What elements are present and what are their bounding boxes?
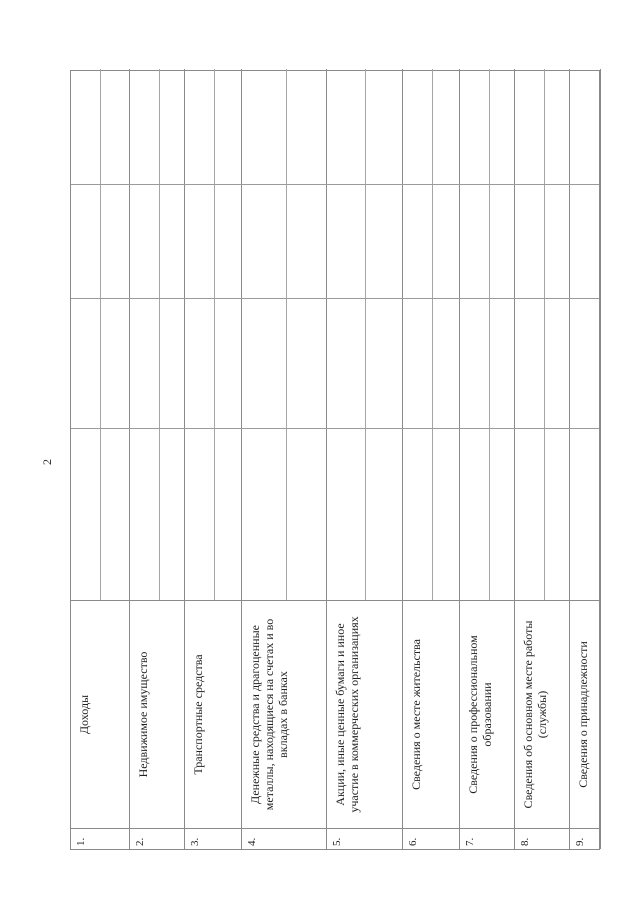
column-divider <box>71 428 599 429</box>
row-number: 9. <box>570 828 600 849</box>
row-label: Сведения о профессиональном образовании <box>460 600 514 828</box>
row-label: Транспортные средства <box>185 600 241 828</box>
table-row <box>130 69 185 849</box>
row-subdivider <box>214 69 215 600</box>
table-row <box>403 69 460 849</box>
table-row <box>460 69 515 849</box>
row-label: Денежные средства и драгоценные металлы, находящиеся на счетах и во вкладах в банках <box>242 600 326 828</box>
table-row <box>570 69 601 849</box>
row-number: 3. <box>185 828 241 849</box>
row-subdivider <box>544 69 545 600</box>
row-number: 8. <box>515 828 569 849</box>
row-number: 7. <box>460 828 514 849</box>
table-row <box>242 69 327 849</box>
declaration-table-body <box>70 70 600 850</box>
row-number: 1. <box>71 828 129 849</box>
column-divider <box>71 184 599 185</box>
row-label: Недвижимое имущество <box>130 600 184 828</box>
row-label: Акции, иные ценные бумаги и иное участие в коммерческих организациях <box>327 600 402 828</box>
declaration-table <box>70 70 600 850</box>
row-subdivider <box>100 69 101 600</box>
row-label: Сведения о принадлежности <box>570 600 600 828</box>
row-subdivider <box>489 69 490 600</box>
table-row <box>185 69 242 849</box>
page-number: 2 <box>40 459 54 465</box>
column-divider <box>71 298 599 299</box>
table-row <box>71 69 130 849</box>
row-label: Сведения о месте жительства <box>403 600 459 828</box>
table-row <box>327 69 403 849</box>
row-subdivider <box>432 69 433 600</box>
row-number: 4. <box>242 828 326 849</box>
row-number: 5. <box>327 828 402 849</box>
row-subdivider <box>159 69 160 600</box>
row-number: 6. <box>403 828 459 849</box>
row-number: 2. <box>130 828 184 849</box>
row-subdivider <box>365 69 366 600</box>
row-label: Сведения об основном месте работы (службы) <box>515 600 569 828</box>
row-subdivider <box>286 69 287 600</box>
row-label: Доходы <box>71 600 129 828</box>
table-row <box>515 69 570 849</box>
